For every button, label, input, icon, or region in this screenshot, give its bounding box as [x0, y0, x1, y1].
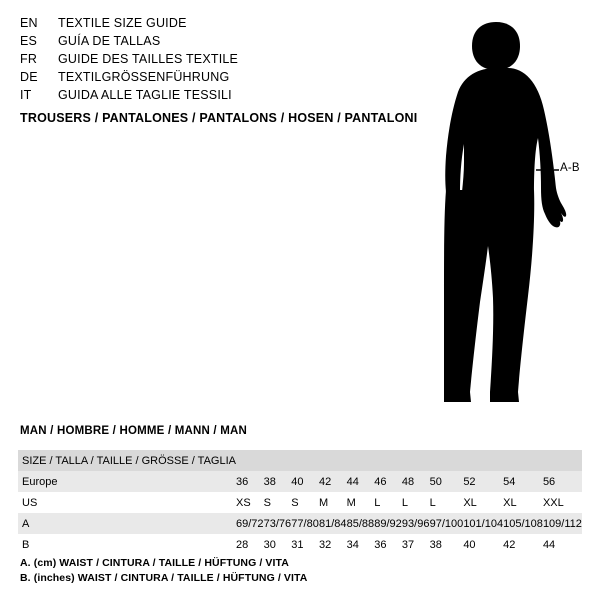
cell [236, 450, 264, 471]
footnotes [20, 556, 307, 586]
cell: XS [235, 496, 251, 509]
cell: 97/100 [430, 513, 464, 534]
table-row [18, 534, 582, 555]
cell: M [318, 496, 329, 509]
cell: 36 [236, 471, 264, 492]
cell: 109/112 [543, 513, 582, 534]
cell: 44 [542, 538, 556, 551]
cell: 56 [543, 471, 582, 492]
row-label-a: A [18, 513, 236, 534]
language-row-fr [20, 50, 400, 68]
cell: 85/88 [347, 513, 375, 534]
garment-type-title: TROUSERS / PANTALONES / PANTALONS / HOSEN / PANTALONI [20, 111, 418, 125]
table-row [18, 450, 582, 471]
cell: 40 [463, 538, 476, 551]
language-row-de [20, 68, 400, 86]
cell: 38 [429, 538, 442, 551]
language-row-en [20, 14, 400, 32]
footnote-b: B. (inches) WAIST / CINTURA / TAILLE / HÜFTUNG / VITA [20, 572, 308, 584]
cell: 46 [374, 471, 402, 492]
cell: 50 [430, 471, 464, 492]
cell [319, 450, 347, 471]
cell [543, 450, 582, 471]
measure-label-ab: A-B [560, 162, 580, 174]
male-trousers-silhouette-icon [400, 10, 600, 410]
cell: 28 [235, 538, 249, 551]
cell: L [401, 496, 409, 509]
cell: 34 [346, 538, 359, 551]
cell [503, 450, 543, 471]
footnote-a: A. (cm) WAIST / CINTURA / TAILLE / HÜFTUNG / VITA [20, 557, 289, 569]
cell: S [263, 496, 271, 509]
cell [402, 450, 430, 471]
cell: 52 [463, 471, 503, 492]
cell: 81/84 [319, 513, 347, 534]
language-code-de: DE [20, 70, 38, 84]
cell: 40 [291, 471, 319, 492]
language-code-it: IT [20, 88, 32, 102]
language-text-de: TEXTILGRÖSSENFÜHRUNG [58, 70, 230, 84]
language-code-en: EN [20, 16, 38, 30]
table-row [18, 492, 582, 513]
cell [463, 450, 503, 471]
cell: M [346, 496, 356, 509]
row-label-b: B [22, 538, 30, 551]
cell: 93/96 [402, 513, 430, 534]
language-text-fr: GUIDE DES TAILLES TEXTILE [58, 52, 239, 66]
cell [430, 450, 464, 471]
cell: 42 [503, 538, 516, 551]
language-code-fr: FR [20, 52, 38, 66]
cell: 48 [402, 471, 430, 492]
cell: XL [503, 496, 517, 509]
language-text-it: GUIDA ALLE TAGLIE TESSILI [58, 88, 232, 102]
cell: 37 [401, 538, 415, 551]
language-code-es: ES [20, 34, 38, 48]
cell: XXL [542, 496, 564, 509]
language-list [20, 14, 400, 104]
cell: 42 [319, 471, 347, 492]
language-row-es [20, 32, 400, 50]
table-caption-man: MAN / HOMBRE / HOMME / MANN / MAN [20, 425, 248, 437]
figure-illustration [400, 10, 600, 410]
cell: 30 [263, 538, 276, 551]
cell: 89/92 [374, 513, 402, 534]
table-row [18, 513, 582, 534]
cell [291, 450, 319, 471]
cell: XL [463, 496, 477, 509]
row-label-us: US [22, 496, 38, 509]
row-label-europe: Europe [18, 471, 236, 492]
cell: S [291, 496, 299, 509]
cell: 36 [374, 538, 387, 551]
cell: 31 [291, 538, 304, 551]
cell: L [374, 496, 381, 509]
cell: 38 [264, 471, 292, 492]
language-row-it [20, 86, 400, 104]
cell: 54 [503, 471, 543, 492]
cell [264, 450, 292, 471]
cell: 73/76 [264, 513, 292, 534]
table-row [18, 471, 582, 492]
cell [347, 450, 375, 471]
cell: 44 [347, 471, 375, 492]
cell: L [429, 496, 436, 509]
size-table [18, 450, 582, 555]
cell [374, 450, 402, 471]
row-label-size: SIZE / TALLA / TAILLE / GRÖSSE / TAGLIA [18, 450, 236, 471]
cell: 105/108 [503, 513, 543, 534]
cell: 77/80 [291, 513, 319, 534]
cell: 32 [318, 538, 332, 551]
cell: 69/72 [236, 513, 264, 534]
language-text-es: GUÍA DE TALLAS [58, 34, 161, 48]
language-text-en: TEXTILE SIZE GUIDE [58, 16, 187, 30]
cell: 101/104 [463, 513, 503, 534]
